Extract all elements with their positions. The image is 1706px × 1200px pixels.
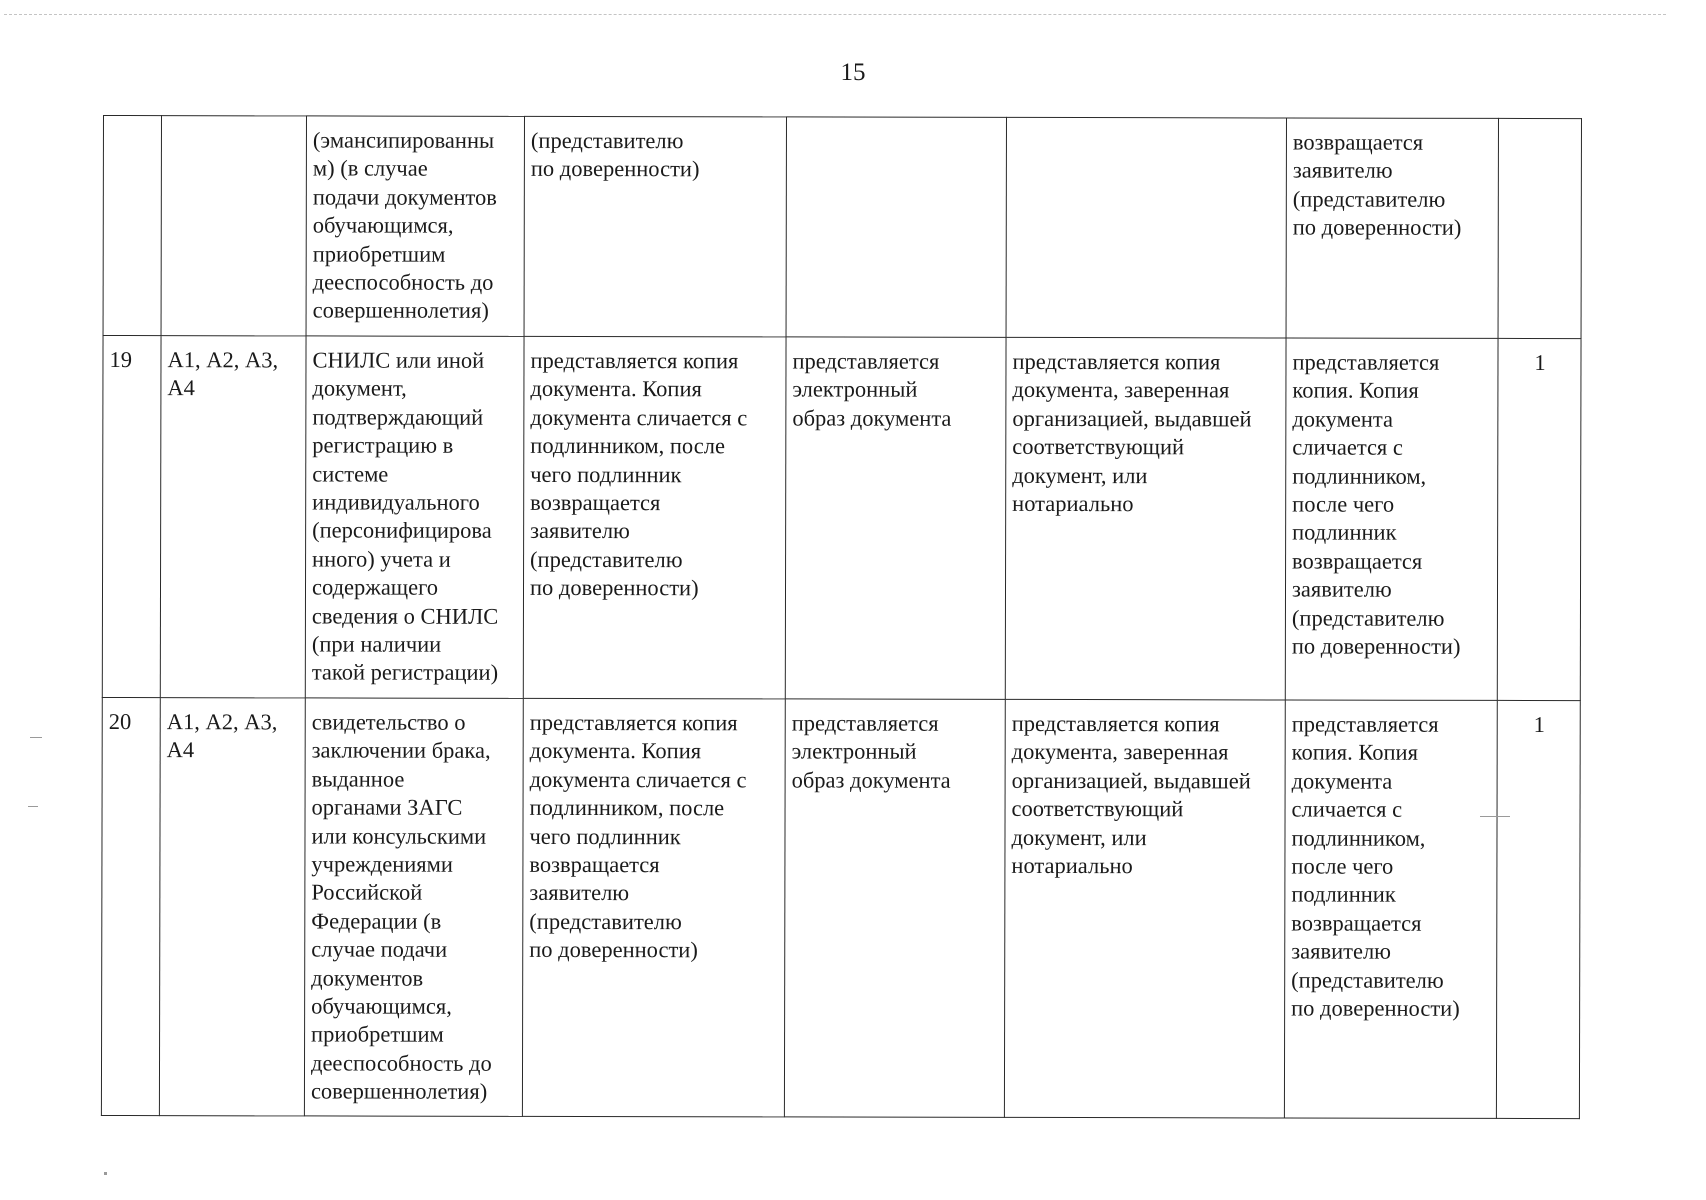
scan-speck: [104, 1172, 107, 1175]
paper-submission-cell: представляется копия документа. Копия документа сличается с подлинником, после чего подлинник возвращается заявителю (представителю по доверенности): [522, 698, 785, 1117]
paper-submission-cell: (представителю по доверенности): [524, 116, 786, 337]
row-number-cell: 19: [102, 336, 161, 698]
copies-count-cell: [1498, 118, 1581, 338]
table-row: [101, 697, 1580, 1118]
paper-submission-cell: представляется копия документа. Копия документа сличается с подлинником, после чего подлинник возвращается заявителю (представителю по доверенности): [523, 336, 786, 699]
certification-requirements-cell: представляется копия документа, заверенная организацией, выдавшей соответствующий документ, или нотариально: [1004, 699, 1285, 1118]
table-row: [103, 116, 1581, 339]
electronic-submission-cell: [786, 117, 1006, 337]
table-row: [102, 336, 1581, 701]
scan-speck: [30, 737, 42, 738]
electronic-submission-cell: представляется электронный образ документа: [785, 337, 1006, 699]
applicant-categories-cell: А1, А2, А3, А4: [159, 698, 305, 1116]
certification-requirements-cell: [1006, 117, 1286, 338]
document-name-cell: свидетельство о заключении брака, выданное органами ЗАГС или консульскими учреждениями Российской Федерации (в случае подачи документов обучающимся, приобретшим дееспособность до совершеннолетия): [304, 698, 523, 1116]
certification-requirements-cell: представляется копия документа, заверенная организацией, выдавшей соответствующий документ, или нотариально: [1005, 337, 1286, 700]
scan-edge-rule: [4, 14, 1666, 15]
scan-speck: [28, 806, 38, 807]
row-number-cell: 20: [101, 697, 160, 1115]
page-number: 15: [840, 59, 866, 86]
applicant-categories-cell: [161, 116, 306, 336]
scan-speck: [1480, 816, 1510, 817]
return-procedure-cell: возвращается заявителю (представителю по доверенности): [1286, 118, 1498, 338]
documents-table: [101, 115, 1582, 1119]
copies-count-cell: 1: [1496, 700, 1580, 1118]
row-number-cell: [103, 116, 161, 336]
applicant-categories-cell: А1, А2, А3, А4: [160, 336, 306, 698]
document-name-cell: СНИЛС или иной документ, подтверждающий регистрацию в системе индивидуального (персонифицирова нного) учета и содержащего сведения о СНИЛС (при наличии такой регистрации): [305, 336, 524, 698]
document-name-cell: (эмансипированны м) (в случае подачи документов обучающимся, приобретшим дееспособность до совершеннолетия): [306, 116, 524, 336]
electronic-submission-cell: представляется электронный образ документа: [784, 699, 1005, 1117]
copies-count-cell: 1: [1497, 338, 1581, 700]
return-procedure-cell: представляется копия. Копия документа сличается с подлинником, после чего подлинник возвращается заявителю (представителю по доверенности): [1284, 700, 1497, 1118]
return-procedure-cell: представляется копия. Копия документа сличается с подлинником, после чего подлинник возвращается заявителю (представителю по доверенности): [1285, 338, 1498, 700]
